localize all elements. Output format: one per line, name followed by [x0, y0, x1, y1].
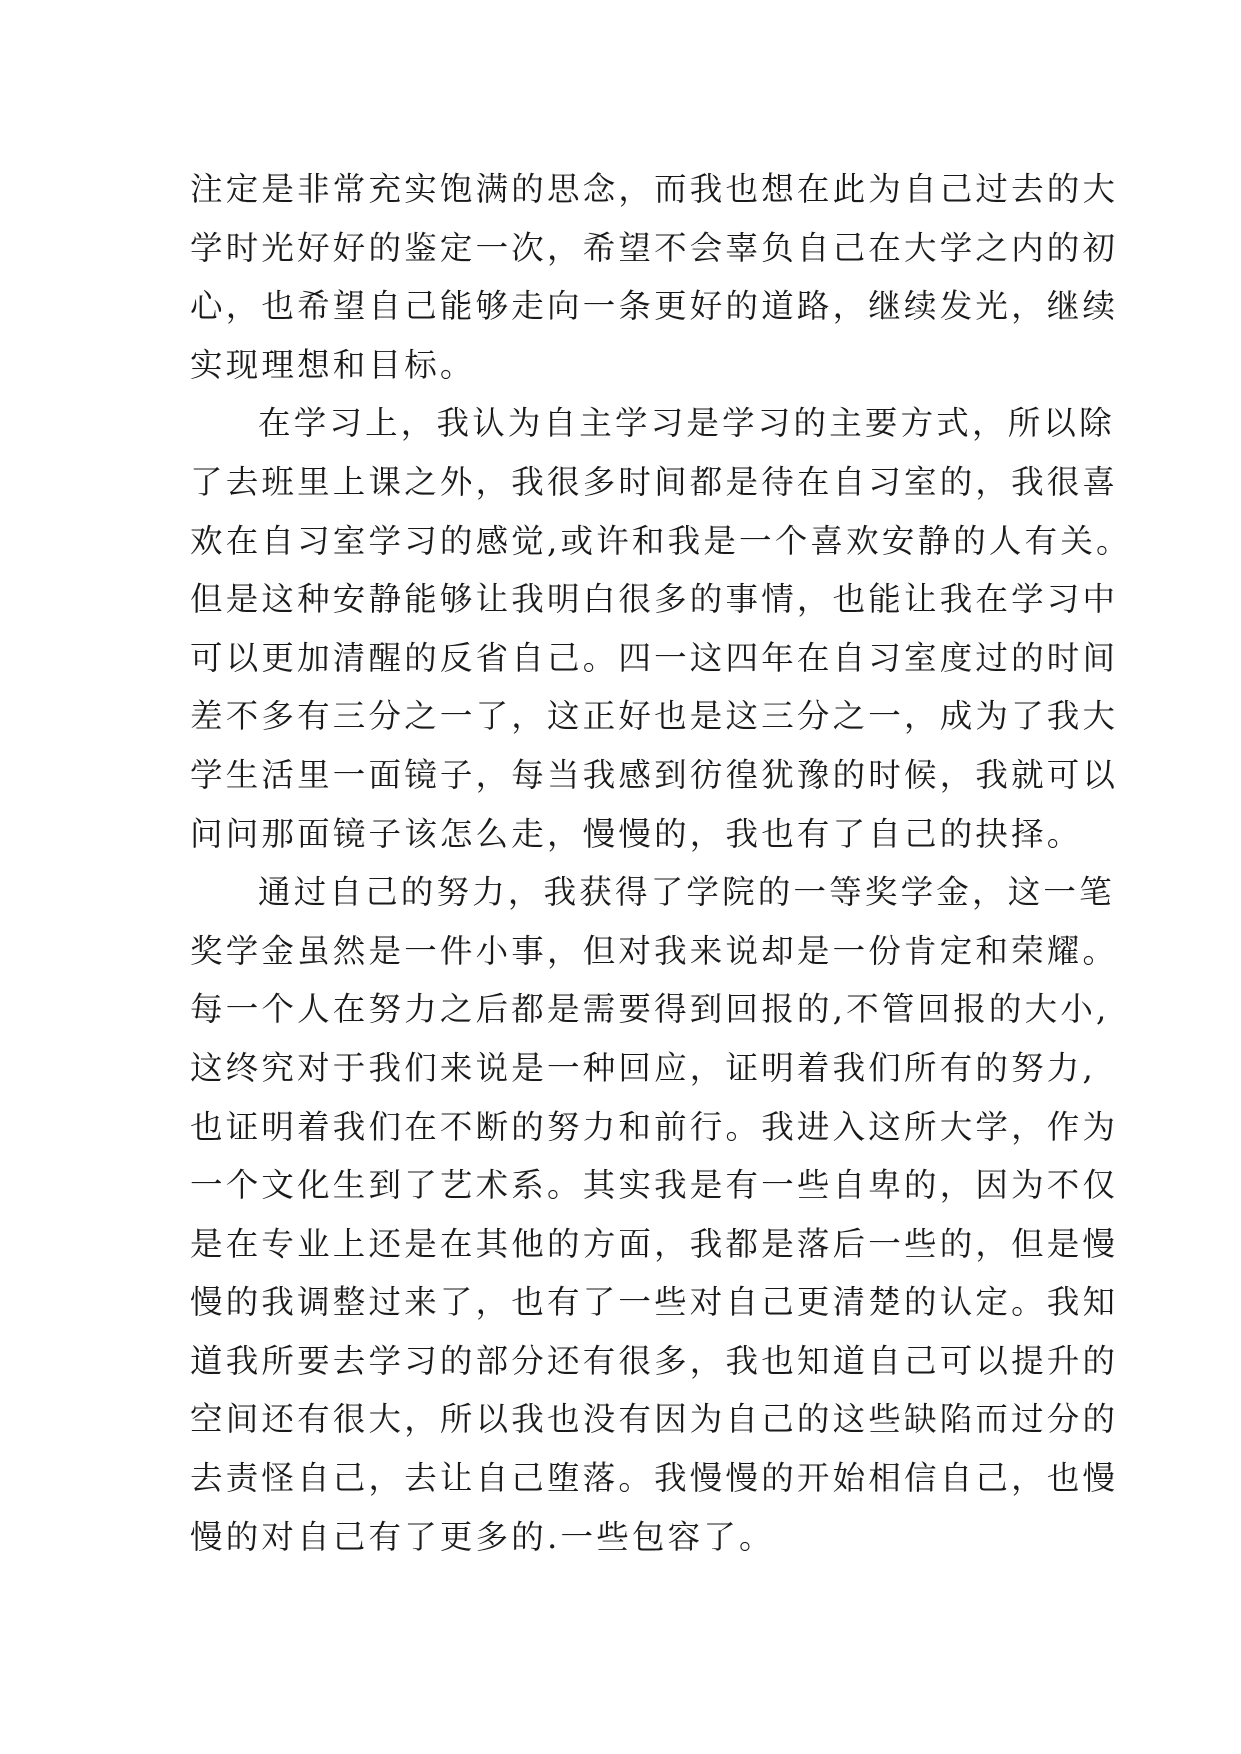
- text-line: 了去班里上课之外，我很多时间都是待在自习室的，我很喜: [190, 462, 1119, 501]
- document-body: [190, 160, 1132, 1566]
- text-line: 也证明着我们在不断的努力和前行。我进入这所大学，作为: [190, 1107, 1119, 1146]
- paragraph-first-line: 通过自己的努力，我获得了学院的一等奖学金，这一笔: [258, 873, 1115, 912]
- text-line: 可以更加清醒的反省自己。四一这四年在自习室度过的时间: [190, 638, 1119, 677]
- text-line: 是在专业上还是在其他的方面，我都是落后一些的，但是慢: [190, 1224, 1119, 1263]
- text-line: 欢在自习室学习的感觉,或许和我是一个喜欢安静的人有关。: [190, 521, 1132, 560]
- text-line: 每一个人在努力之后都是需要得到回报的,不管回报的大小,: [190, 990, 1110, 1029]
- text-line: 但是这种安静能够让我明白很多的事情，也能让我在学习中: [190, 580, 1119, 619]
- text-line: 注定是非常充实饱满的思念，而我也想在此为自己过去的大: [190, 170, 1119, 208]
- text-line: 一个文化生到了艺术系。其实我是有一些自卑的，因为不仅: [190, 1166, 1119, 1205]
- text-line: 慢的对自己有了更多的.一些包容了。: [190, 1517, 775, 1556]
- text-line: 道我所要去学习的部分还有很多，我也知道自己可以提升的: [190, 1341, 1119, 1380]
- text-line: 空间还有很大，所以我也没有因为自己的这些缺陷而过分的: [190, 1400, 1119, 1439]
- text-line: 实现理想和目标。: [190, 345, 476, 384]
- text-line: 慢的我调整过来了，也有了一些对自己更清楚的认定。我知: [190, 1283, 1119, 1322]
- text-line: 学生活里一面镜子，每当我感到彷徨犹豫的时候，我就可以: [190, 755, 1119, 794]
- text-line: 这终究对于我们来说是一种回应，证明着我们所有的努力,: [190, 1048, 1097, 1087]
- text-line: 差不多有三分之一了，这正好也是这三分之一，成为了我大: [190, 697, 1119, 736]
- text-line: 心，也希望自己能够走向一条更好的道路，继续发光，继续: [190, 287, 1119, 326]
- text-line: 去责怪自己，去让自己堕落。我慢慢的开始相信自己，也慢: [190, 1459, 1119, 1498]
- text-line: 学时光好好的鉴定一次，希望不会辜负自己在大学之内的初: [190, 228, 1119, 267]
- paragraph-first-line: 在学习上，我认为自主学习是学习的主要方式，所以除: [258, 404, 1115, 443]
- text-line: 问问那面镜子该怎么走，慢慢的，我也有了自己的抉择。: [190, 814, 1083, 853]
- text-line: 奖学金虽然是一件小事，但对我来说却是一份肯定和荣耀。: [190, 931, 1119, 970]
